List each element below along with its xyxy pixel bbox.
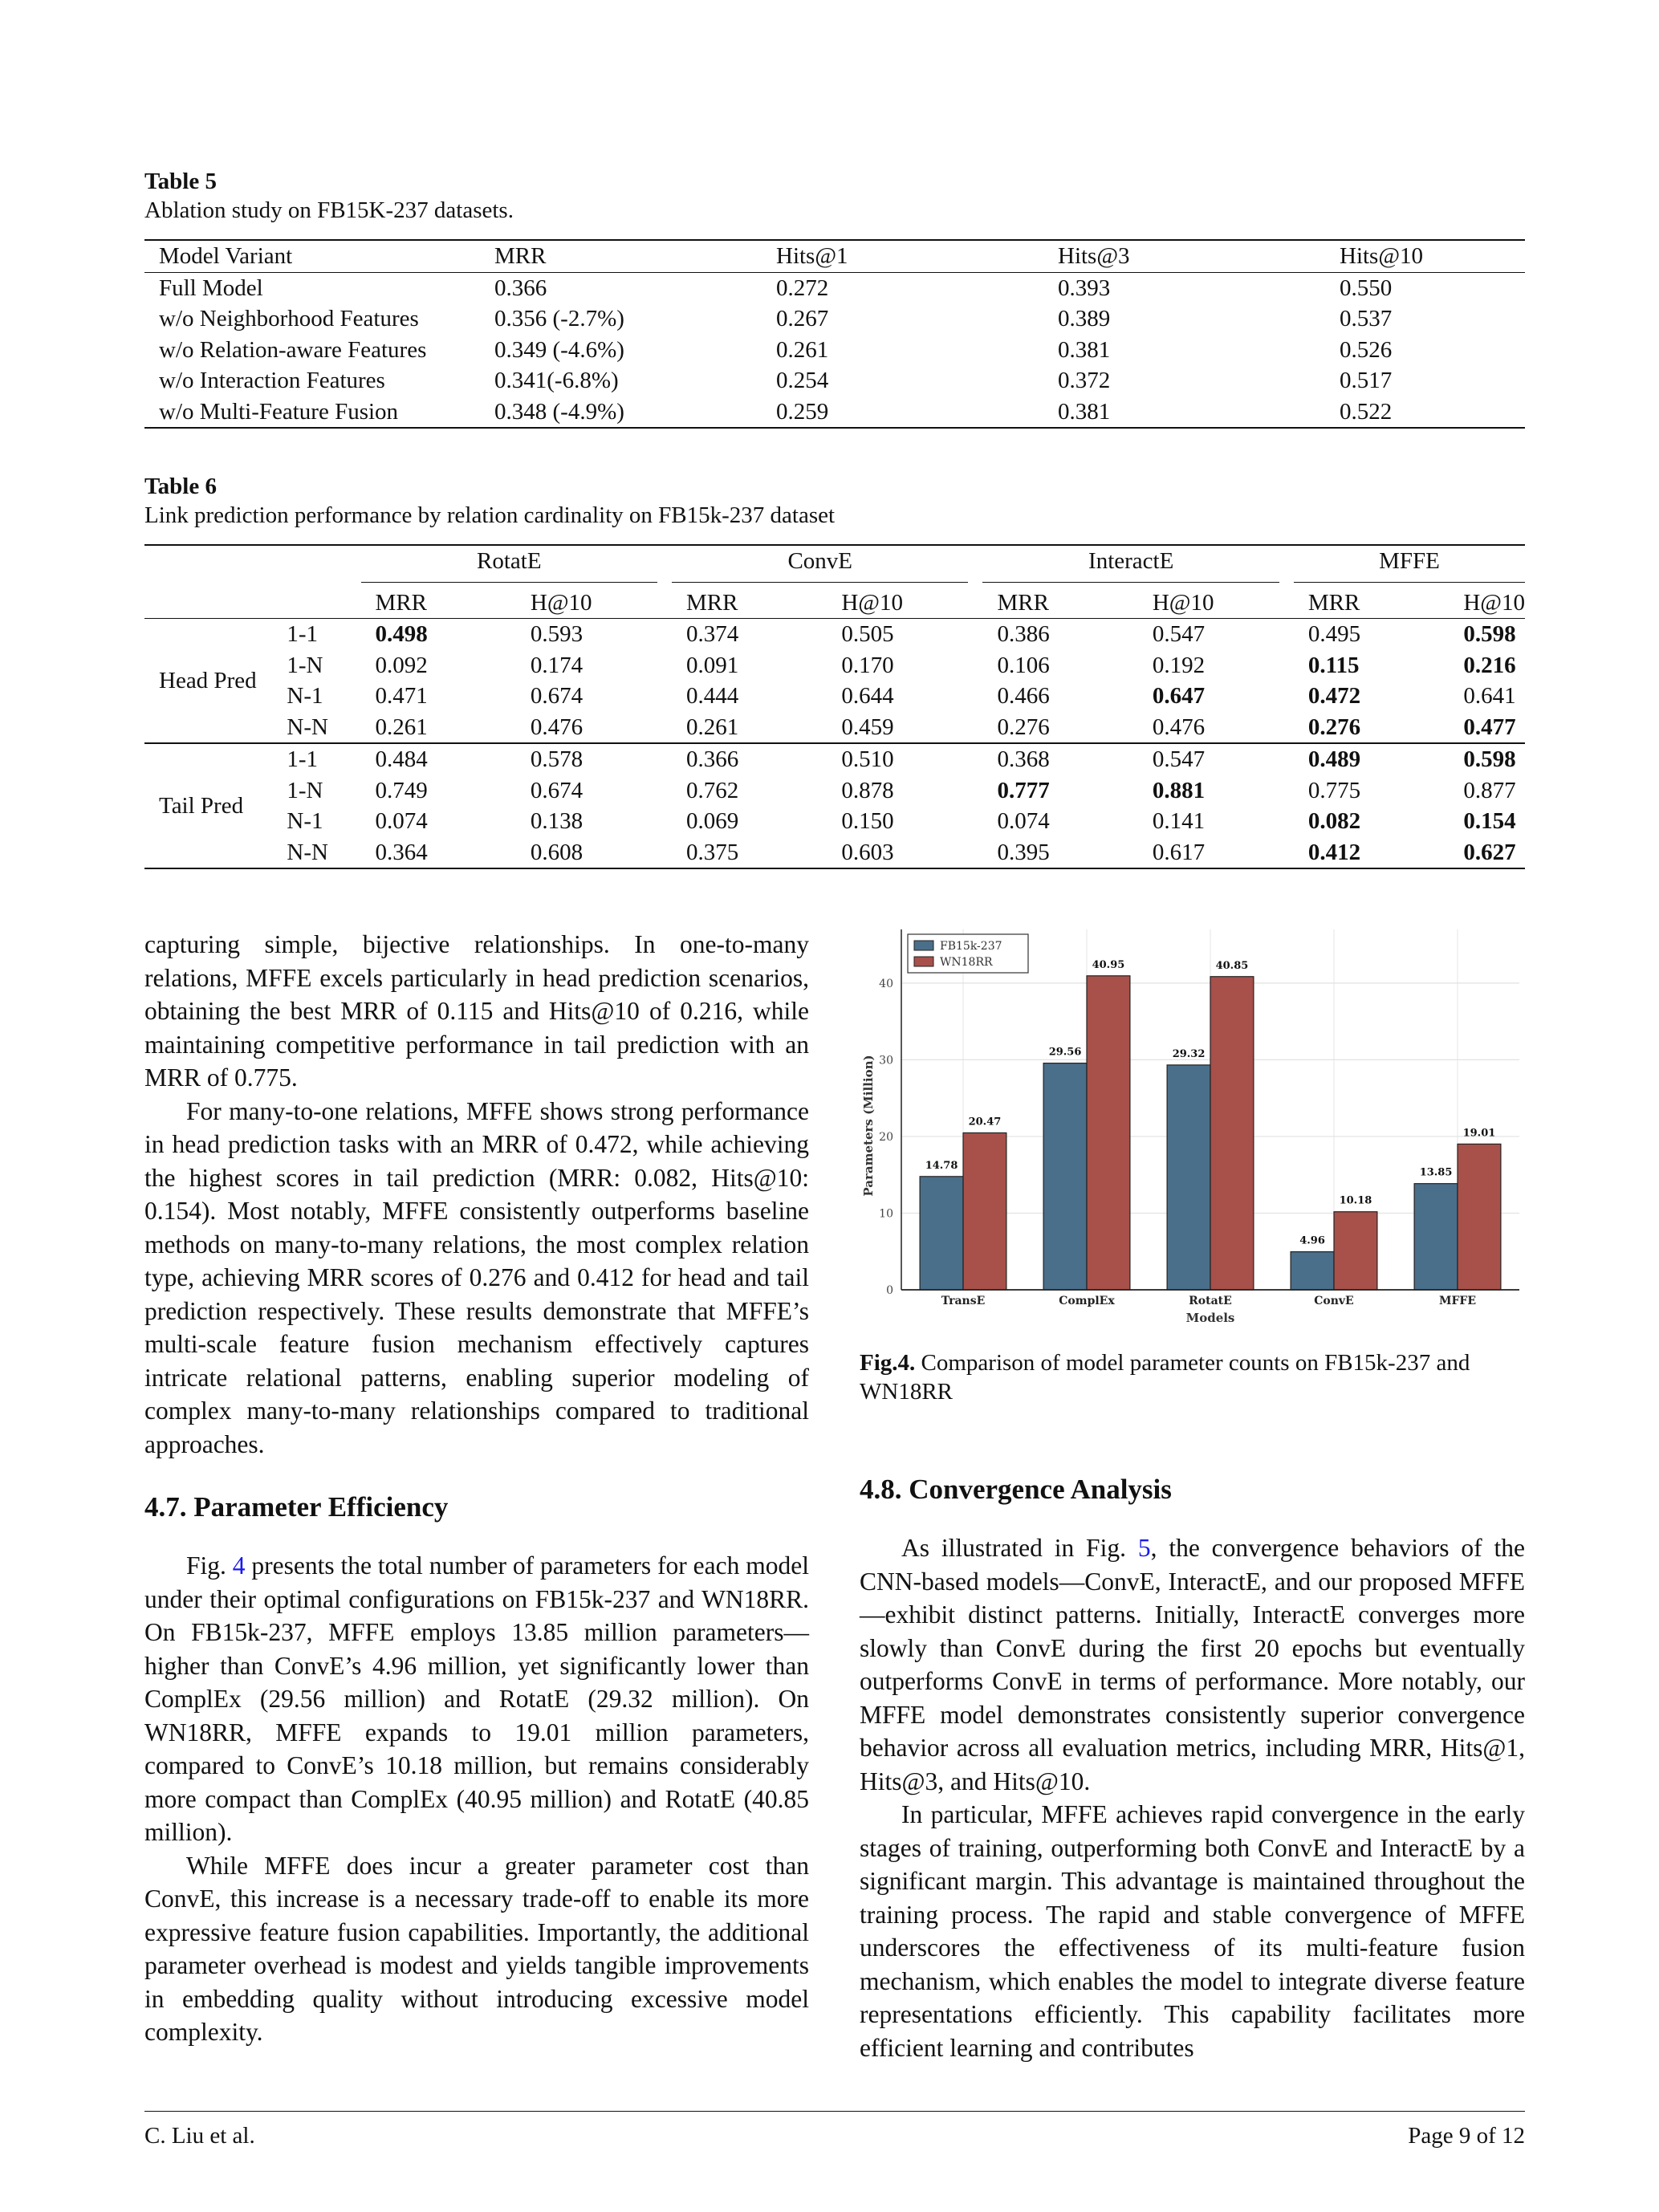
- paragraph: capturing simple, bijective relationships. In one-to-many relations, MFFE excels particularly in head prediction scenarios, obtaining the best MRR of 0.115 and Hits@10 of 0.216, while maintaining competitive performance in tail prediction with an MRR of 0.775.: [144, 930, 809, 1092]
- bar-wn18rr: [1458, 1144, 1501, 1290]
- table6-model-header: RotatE: [361, 545, 672, 588]
- metric-cell: 0.372: [1058, 368, 1111, 393]
- table5-col-header: Hits@1: [776, 243, 848, 269]
- table6: [144, 544, 1525, 869]
- y-tick-label: 30: [879, 1054, 893, 1067]
- metric-cell: 0.393: [1058, 274, 1111, 301]
- metric-cell: 0.578: [530, 746, 583, 772]
- metric-cell: 0.381: [1058, 398, 1111, 425]
- table6-model-header: ConvE: [672, 545, 982, 588]
- bar-value-label: 10.18: [1339, 1194, 1372, 1207]
- table6-model-header: InteractE: [982, 545, 1293, 588]
- table5-row: [144, 272, 1525, 303]
- metric-cell: 0.550: [1340, 274, 1393, 301]
- metric-cell: 0.459: [827, 712, 982, 744]
- bar-fb15k-237: [920, 1177, 963, 1290]
- metric-cell: 0.389: [1058, 306, 1111, 331]
- metric-cell: 0.341(-6.8%): [494, 368, 619, 393]
- model-variant-cell: w/o Multi-Feature Fusion: [159, 398, 399, 425]
- metric-cell: 0.466: [997, 683, 1050, 709]
- table6-block: [144, 472, 1525, 869]
- bar-wn18rr: [1210, 977, 1254, 1290]
- metric-cell: 0.526: [1340, 336, 1393, 363]
- bar-fb15k-237: [1291, 1252, 1334, 1290]
- figure-4-chart: [860, 925, 1526, 1338]
- metric-cell: 0.349 (-4.6%): [494, 336, 624, 363]
- metric-cell: 0.877: [1463, 777, 1516, 803]
- section-heading-4-8: 4.8. Convergence Analysis: [860, 1474, 1172, 1505]
- paragraph: While MFFE does incur a greater parameter cost than ConvE, this increase is a necessary trade-off to enable its more expressive feature fusion capabilities. Importantly, the additional parameter overhead is modest and yields tangible improvements in embedding quality without introducing excessive model complexity.: [144, 1851, 809, 2046]
- metric-cell: 0.644: [841, 683, 894, 709]
- bar-value-label: 4.96: [1299, 1234, 1325, 1247]
- metric-cell: 0.617: [1138, 837, 1294, 869]
- figure-5-link[interactable]: 5: [1137, 1534, 1151, 1562]
- table6-model-header: MFFE: [1294, 545, 1525, 588]
- footer-authors: C. Liu et al.: [144, 2123, 255, 2149]
- left-column: [144, 928, 809, 2049]
- metric-cell: 0.749: [375, 777, 428, 803]
- bar-value-label: 40.95: [1092, 958, 1125, 971]
- table6-metric-header: MRR: [686, 589, 738, 616]
- metric-cell: 0.115: [1307, 652, 1360, 678]
- bar-wn18rr: [1087, 976, 1130, 1290]
- metric-cell: 0.547: [1152, 746, 1206, 772]
- relation-type-cell: 1-N: [287, 652, 323, 678]
- table6-row: [144, 712, 1525, 744]
- metric-cell: 0.386: [997, 621, 1050, 647]
- metric-cell: 0.484: [375, 746, 428, 772]
- relation-type-cell: N-1: [287, 808, 323, 834]
- model-variant-cell: w/o Interaction Features: [159, 368, 385, 393]
- metric-cell: 0.074: [997, 808, 1050, 834]
- relation-type-cell: 1-1: [287, 621, 319, 647]
- bar-fb15k-237: [1414, 1184, 1458, 1290]
- metric-cell: 0.261: [776, 336, 829, 363]
- metric-cell: 0.082: [1307, 808, 1361, 834]
- table6-metric-header: H@10: [530, 589, 592, 616]
- table6-metric-header: MRR: [375, 589, 428, 616]
- metric-cell: 0.598: [1463, 621, 1516, 647]
- table6-metric-header: H@10: [1463, 589, 1525, 616]
- relation-type-cell: N-N: [287, 837, 360, 869]
- metric-cell: 0.627: [1449, 837, 1525, 869]
- table6-row: [144, 743, 1525, 775]
- table6-caption: Link prediction performance by relation cardinality on FB15k-237 dataset: [144, 502, 836, 528]
- table5-block: [144, 167, 1525, 429]
- metric-cell: 0.674: [530, 683, 583, 709]
- table5-col-header: Hits@3: [1058, 243, 1130, 269]
- table5-header-row: [144, 240, 1525, 272]
- metric-cell: 0.477: [1449, 712, 1525, 744]
- x-tick-label: ComplEx: [1059, 1295, 1115, 1307]
- metric-cell: 0.547: [1152, 621, 1206, 647]
- x-tick-label: TransE: [941, 1295, 986, 1307]
- table5-label: Table 5: [144, 169, 217, 194]
- metric-cell: 0.641: [1463, 683, 1516, 709]
- table5-body: [144, 272, 1525, 428]
- x-axis-label: Models: [1185, 1311, 1235, 1325]
- metric-cell: 0.881: [1152, 777, 1206, 803]
- table5-caption: Ablation study on FB15K-237 datasets.: [144, 197, 514, 223]
- table6-metric-header: MRR: [997, 589, 1049, 616]
- metric-cell: 0.537: [1340, 306, 1393, 331]
- metric-cell: 0.254: [776, 368, 829, 393]
- metric-cell: 0.192: [1152, 652, 1206, 678]
- y-tick-label: 10: [879, 1207, 893, 1221]
- table6-model-header-row: [144, 545, 1525, 588]
- metric-cell: 0.069: [686, 808, 739, 834]
- metric-cell: 0.510: [841, 746, 894, 772]
- model-variant-cell: w/o Relation-aware Features: [159, 336, 427, 363]
- metric-cell: 0.368: [997, 746, 1050, 772]
- figure-4-link[interactable]: 4: [232, 1551, 246, 1580]
- metric-cell: 0.150: [841, 808, 894, 834]
- metric-cell: 0.375: [672, 837, 827, 869]
- relation-type-cell: N-1: [287, 683, 323, 709]
- metric-cell: 0.522: [1340, 398, 1393, 425]
- metric-cell: 0.674: [530, 777, 583, 803]
- table5-col-header: MRR: [494, 243, 547, 269]
- x-tick-label: ConvE: [1314, 1295, 1354, 1307]
- y-tick-label: 40: [879, 977, 893, 990]
- metric-cell: 0.476: [1138, 712, 1294, 744]
- metric-cell: 0.141: [1152, 808, 1206, 834]
- metric-cell: 0.267: [776, 306, 829, 331]
- bar-wn18rr: [1334, 1212, 1377, 1290]
- paragraph: As illustrated in Fig. 5, the convergence behaviors of the CNN-based models—ConvE, InteractE, and our proposed MFFE—exhibit distinct patterns. Initially, InteractE converges more slowly than ConvE during the first 20 epochs but eventually outperforms ConvE in terms of performance. More notably, our MFFE model demonstrates consistently superior convergence behavior across all evaluation metrics, including MRR, Hits@1, Hits@3, and Hits@10.: [860, 1534, 1526, 1795]
- metric-cell: 0.608: [516, 837, 672, 869]
- footer-page-number: Page 9 of 12: [1408, 2123, 1525, 2149]
- table6-metric-header: MRR: [1307, 589, 1360, 616]
- metric-cell: 0.174: [530, 652, 583, 678]
- metric-cell: 0.276: [1294, 712, 1449, 744]
- bar-value-label: 20.47: [968, 1116, 1002, 1128]
- table6-row: [144, 775, 1525, 807]
- table6-metric-header-row: [144, 588, 1525, 619]
- model-variant-cell: Full Model: [159, 274, 263, 301]
- bar-value-label: 19.01: [1462, 1127, 1496, 1140]
- metric-cell: 0.593: [530, 621, 583, 647]
- metric-cell: 0.364: [361, 837, 516, 869]
- bar-value-label: 40.85: [1215, 959, 1249, 972]
- metric-cell: 0.444: [686, 683, 739, 709]
- bar-fb15k-237: [1167, 1065, 1210, 1290]
- footer-rule: [144, 2111, 1525, 2112]
- bar-value-label: 29.56: [1048, 1046, 1082, 1059]
- bar-value-label: 13.85: [1419, 1166, 1453, 1179]
- paragraph: For many-to-one relations, MFFE shows strong performance in head prediction tasks with an MRR of 0.472, while achieving the highest scores in tail prediction (MRR: 0.082, Hits@10: 0.154). Most notably, MFFE consistently outperforms baseline methods on many-to-many relations, the most complex relation type, achieving MRR scores of 0.276 and 0.412 for head and tail prediction respectively. These results demonstrate that MFFE’s multi-scale feature fusion mechanism effectively captures intricate relational patterns, enabling superior modeling of complex many-to-many relationships compared to traditional approaches.: [144, 1096, 809, 1458]
- metric-cell: 0.878: [841, 777, 894, 803]
- paragraph: In particular, MFFE achieves rapid convergence in the early stages of training, outperforming both ConvE and InteractE by a significant margin. This advantage is maintained throughout the training process. The rapid and stable convergence of MFFE underscores the effectiveness of its multi-feature fusion mechanism, which enables the model to integrate diverse feature representations efficiently. This capability facilitates more efficient learning and contributes: [860, 1800, 1525, 2062]
- metric-cell: 0.647: [1152, 683, 1206, 709]
- metric-cell: 0.216: [1463, 652, 1516, 678]
- prediction-group-label: Head Pred: [144, 619, 287, 744]
- relation-type-cell: 1-1: [287, 746, 319, 772]
- metric-cell: 0.395: [982, 837, 1137, 869]
- metric-cell: 0.412: [1294, 837, 1449, 869]
- table6-body: [144, 619, 1525, 869]
- metric-cell: 0.366: [686, 746, 739, 772]
- table5-row: [144, 303, 1525, 335]
- metric-cell: 0.138: [530, 808, 583, 834]
- table5-col-header: Hits@10: [1340, 243, 1424, 269]
- metric-cell: 0.476: [516, 712, 672, 744]
- metric-cell: 0.259: [776, 398, 829, 425]
- table5-row: [144, 396, 1525, 429]
- metric-cell: 0.762: [686, 777, 739, 803]
- table5-row: [144, 335, 1525, 366]
- bar-fb15k-237: [1043, 1063, 1087, 1290]
- metric-cell: 0.495: [1307, 621, 1361, 647]
- section-heading-4-7: 4.7. Parameter Efficiency: [144, 1491, 449, 1523]
- metric-cell: 0.348 (-4.9%): [494, 398, 624, 425]
- metric-cell: 0.603: [827, 837, 982, 869]
- table6-row: [144, 681, 1525, 712]
- metric-cell: 0.074: [375, 808, 428, 834]
- metric-cell: 0.471: [375, 683, 428, 709]
- metric-cell: 0.276: [982, 712, 1137, 744]
- model-variant-cell: w/o Neighborhood Features: [159, 306, 419, 331]
- figure-4-caption: Fig.4. Comparison of model parameter counts on FB15k-237 and WN18RR: [860, 1350, 1470, 1405]
- metric-cell: 0.261: [361, 712, 516, 744]
- metric-cell: 0.777: [997, 777, 1050, 803]
- table6-row: [144, 650, 1525, 681]
- metric-cell: 0.154: [1463, 808, 1516, 834]
- metric-cell: 0.489: [1307, 746, 1361, 772]
- x-tick-label: MFFE: [1438, 1295, 1477, 1307]
- relation-type-cell: N-N: [287, 712, 360, 744]
- metric-cell: 0.472: [1307, 683, 1361, 709]
- metric-cell: 0.517: [1340, 368, 1393, 393]
- metric-cell: 0.498: [375, 621, 428, 647]
- bar-value-label: 14.78: [925, 1159, 958, 1172]
- metric-cell: 0.170: [841, 652, 894, 678]
- table6-row: [144, 837, 1525, 869]
- table6-label: Table 6: [144, 474, 217, 499]
- x-tick-label: RotatE: [1189, 1295, 1232, 1307]
- metric-cell: 0.775: [1307, 777, 1361, 803]
- metric-cell: 0.261: [672, 712, 827, 744]
- paragraph: Fig. 4 presents the total number of parameters for each model under their optimal configurations on FB15k-237 and WN18RR. On FB15k-237, MFFE employs 13.85 million parameters—higher than ConvE’s 4.96 million, yet significantly lower than ComplEx (29.56 million) and RotatE (29.32 million). On WN18RR, MFFE expands to 19.01 million parameters, compared to ConvE’s 10.18 million, but remains considerably more compact than ComplEx (40.95 million) and RotatE (40.85 million).: [144, 1551, 809, 1846]
- metric-cell: 0.374: [686, 621, 739, 647]
- metric-cell: 0.356 (-2.7%): [494, 306, 624, 331]
- metric-cell: 0.272: [776, 274, 829, 301]
- metric-cell: 0.505: [841, 621, 894, 647]
- metric-cell: 0.598: [1463, 746, 1516, 772]
- table6-metric-header: H@10: [841, 589, 904, 616]
- metric-cell: 0.381: [1058, 336, 1111, 363]
- y-tick-label: 20: [879, 1130, 893, 1144]
- table5: [144, 239, 1525, 429]
- metric-cell: 0.091: [686, 652, 739, 678]
- right-column: [860, 1348, 1525, 2064]
- table5-row: [144, 365, 1525, 396]
- y-axis-label: Parameters (Million): [861, 1055, 876, 1197]
- relation-type-cell: 1-N: [287, 777, 323, 803]
- metric-cell: 0.366: [494, 274, 547, 301]
- bar-value-label: 29.32: [1172, 1047, 1206, 1060]
- y-tick-label: 0: [886, 1284, 893, 1297]
- bar-wn18rr: [963, 1132, 1006, 1290]
- table6-row: [144, 619, 1525, 650]
- bar-chart: [860, 925, 1526, 1338]
- legend-label: WN18RR: [940, 956, 993, 969]
- table6-metric-header: H@10: [1152, 589, 1214, 616]
- table5-col-header: Model Variant: [159, 243, 293, 269]
- table6-row: [144, 806, 1525, 837]
- legend-label: FB15k-237: [940, 940, 1002, 953]
- metric-cell: 0.106: [997, 652, 1050, 678]
- metric-cell: 0.092: [375, 652, 428, 678]
- prediction-group-label: Tail Pred: [144, 743, 287, 868]
